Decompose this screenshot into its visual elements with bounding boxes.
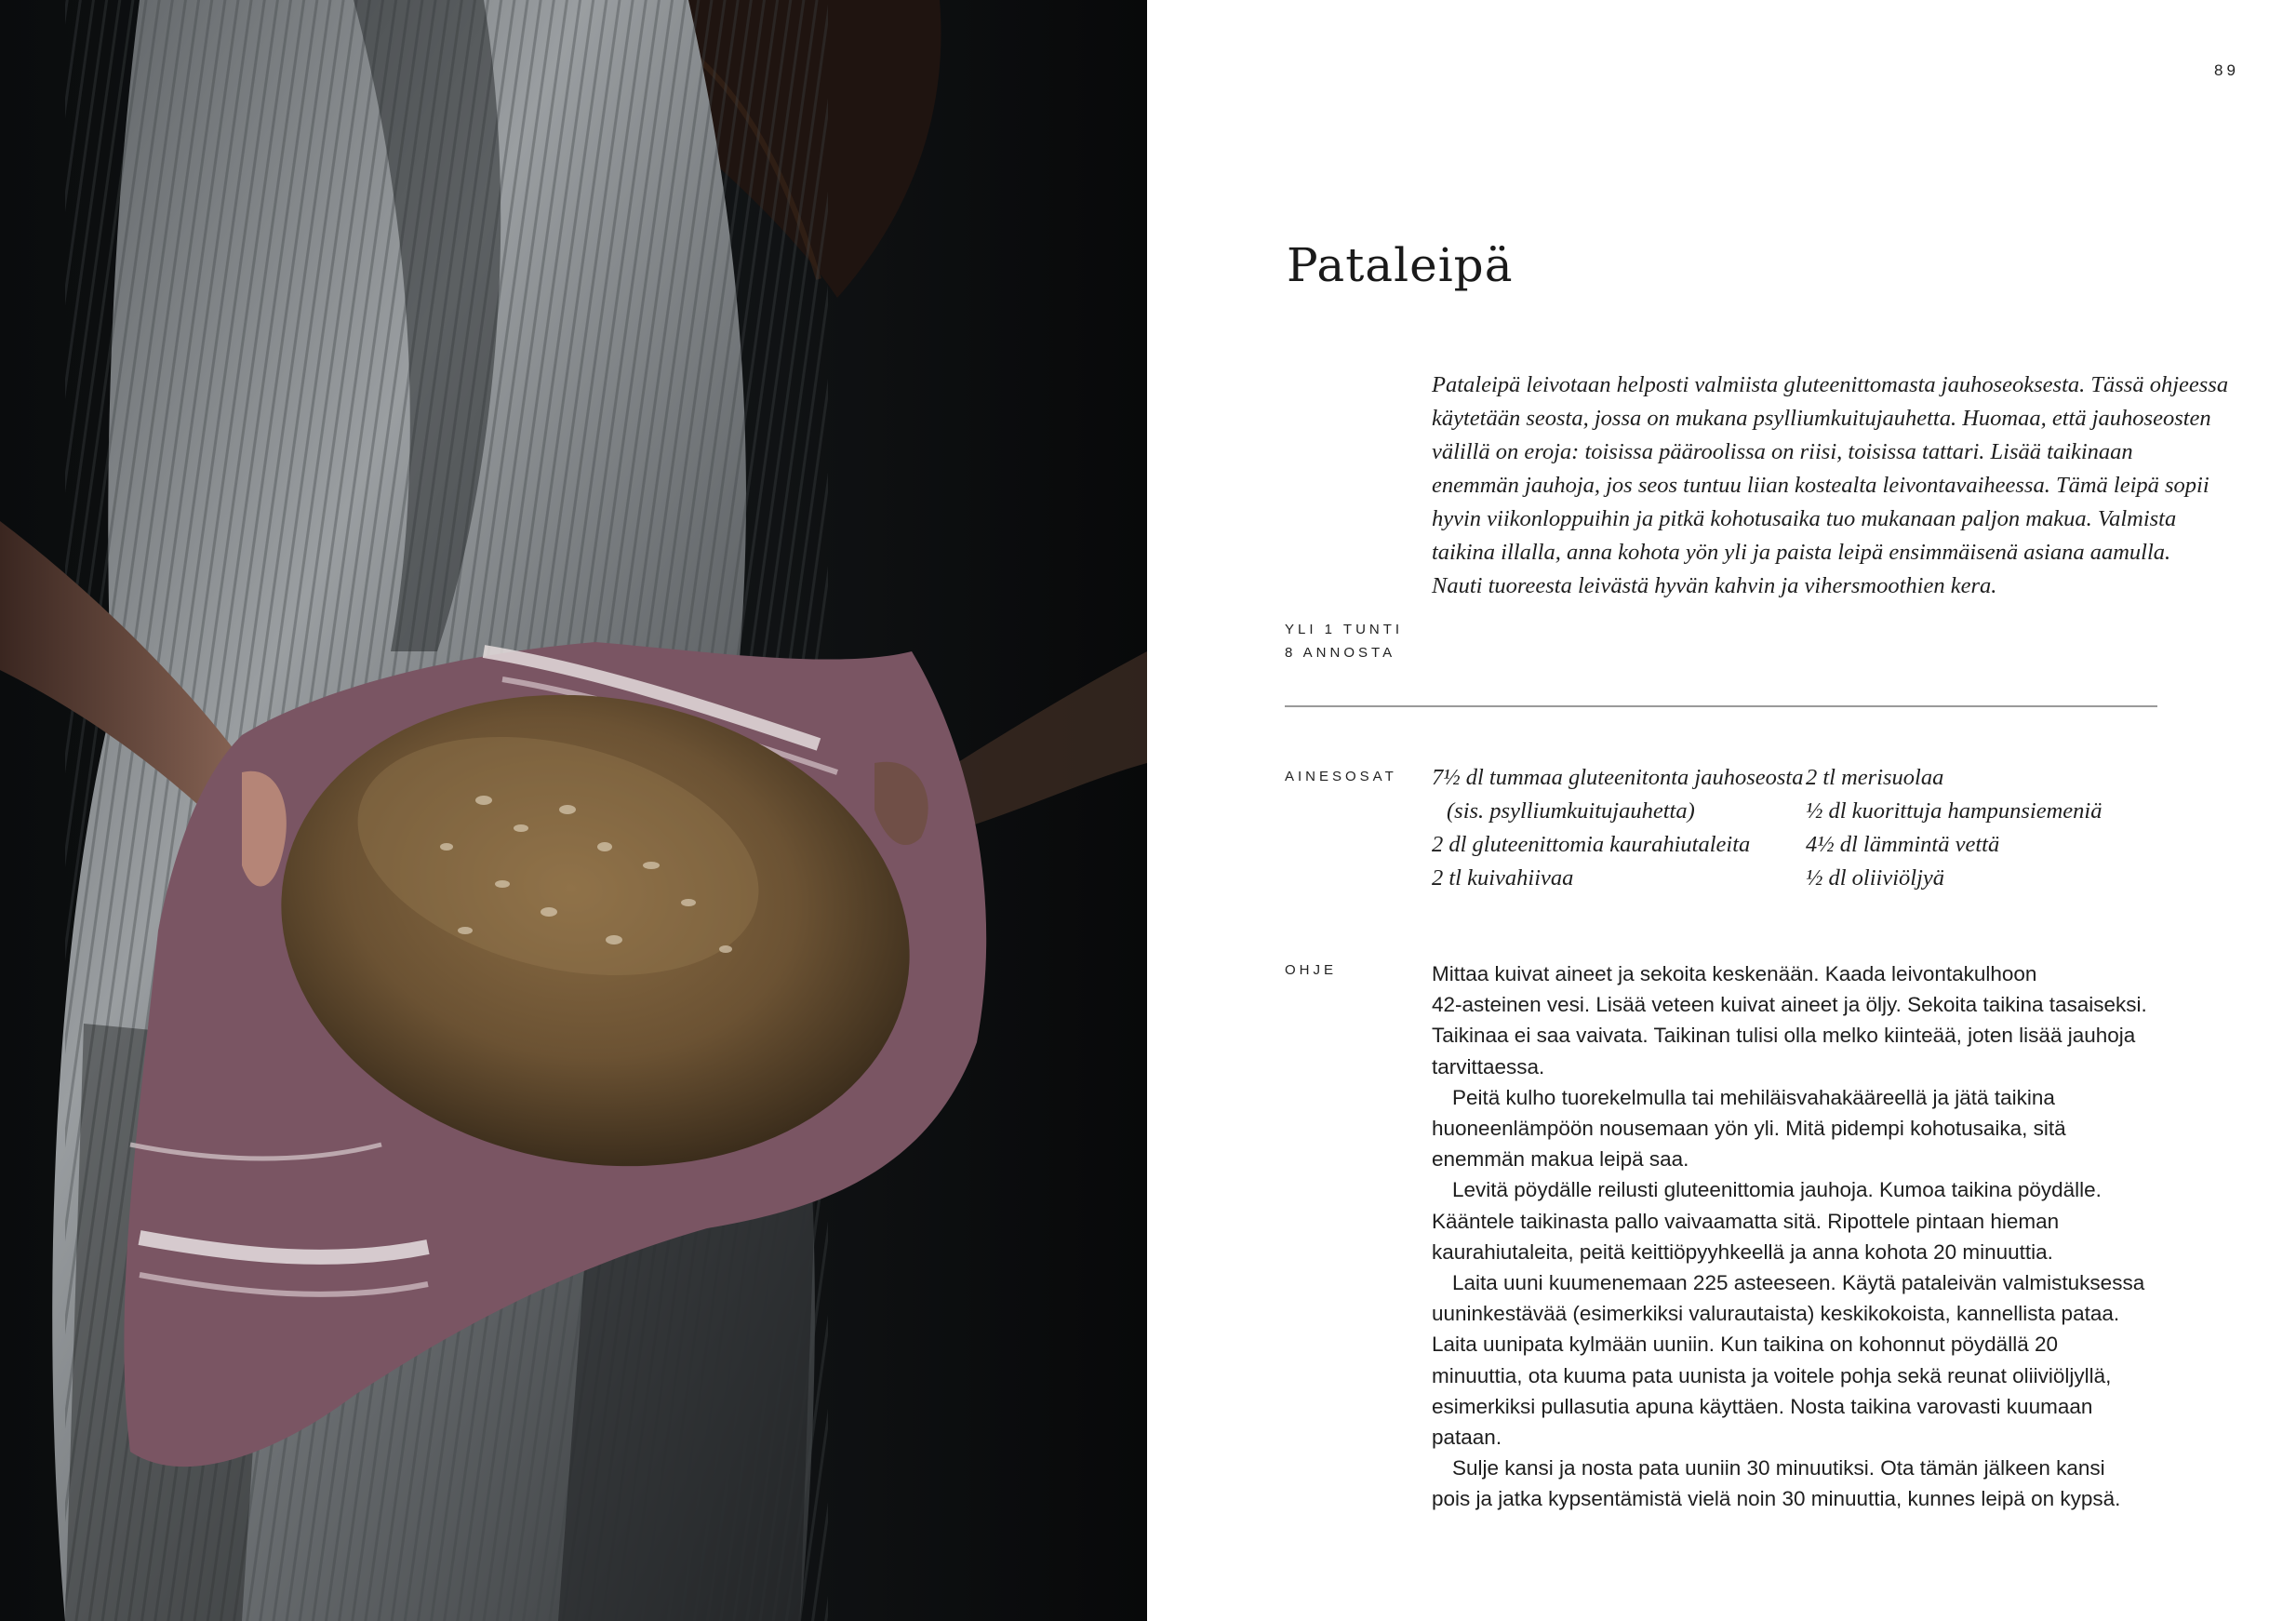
method-line: Kääntele taikinasta pallo vaivaamatta sitä. Ripottele pintaan hieman — [1432, 1209, 2060, 1233]
servings: 8 ANNOSTA — [1285, 645, 1396, 661]
prep-time: YLI 1 TUNTI — [1285, 622, 1404, 637]
ingredient-item: (sis. psylliumkuitujauhetta) — [1447, 798, 1695, 824]
ingredient-item: ½ dl oliiviöljyä — [1806, 865, 1945, 891]
bread-photo — [0, 0, 1147, 1621]
ingredient-item: 4½ dl lämmintä vettä — [1806, 832, 2000, 857]
method-text — [1432, 958, 2176, 1515]
method-line: Laita uunipata kylmään uuniin. Kun taikina on kohonnut pöydällä 20 — [1432, 1333, 2058, 1357]
ingredient-item: 7½ dl tummaa gluteenitonta jauhoseosta — [1432, 765, 1804, 790]
method-line: Laita uuni kuumenemaan 225 asteeseen. Käytä pataleivän valmistuksessa — [1452, 1271, 2145, 1295]
method-line: pataan. — [1432, 1426, 1502, 1450]
ingredient-item: 2 tl merisuolaa — [1806, 765, 1944, 790]
bread-photo-illustration — [0, 0, 1147, 1621]
method-line: pois ja jatka kypsentämistä vielä noin 30 minuuttia, kunnes leipä on kypsä. — [1432, 1487, 2121, 1511]
ingredient-item: 2 dl gluteenittomia kaurahiutaleita — [1432, 832, 1751, 857]
method-line: Levitä pöydälle reilusti gluteenittomia jauhoja. Kumoa taikina pöydälle. — [1452, 1178, 2102, 1202]
method-line: esimerkiksi pullasutia apuna käyttäen. Nosta taikina varovasti kuumaan — [1432, 1394, 2093, 1418]
method-line: kaurahiutaleita, peitä keittiöpyyhkeellä ja anna kohota 20 minuuttia. — [1432, 1239, 2053, 1264]
method-line: Mittaa kuivat aineet ja sekoita keskenään. Kaada leivontakulhoon — [1432, 962, 2037, 985]
method-line: minuuttia, ota kuuma pata uunista ja voitele pohja sekä reunat oliiviöljyllä, — [1432, 1363, 2112, 1387]
intro-line: käytetään seosta, jossa on mukana psylliumkuitujauhetta. Huomaa, että jauhoseosten — [1432, 406, 2211, 431]
page-number: 89 — [2214, 61, 2239, 79]
method-line: enemmän makua leipä saa. — [1432, 1147, 1689, 1172]
intro-line: Nauti tuoreesta leivästä hyvän kahvin ja vihersmoothien kera. — [1432, 573, 1997, 598]
intro-line: välillä on eroja: toisissa pääroolissa on riisi, toisissa tattari. Lisää taikinaan — [1432, 439, 2133, 464]
section-divider — [1285, 705, 2157, 707]
ingredients-column-2 — [1806, 761, 2102, 895]
method-line: uuninkestävää (esimerkiksi valurautaista) keskikokoista, kannellista pataa. — [1432, 1302, 2120, 1326]
intro-line: taikina illalla, anna kohota yön yli ja paista leipä ensimmäisenä asiana aamulla. — [1432, 540, 2171, 565]
intro-line: enemmän jauhoja, jos seos tuntuu liian kostealta leivontavaiheessa. Tämä leipä sopii — [1432, 473, 2209, 498]
recipe-intro — [1432, 368, 2229, 603]
recipe-title: Pataleipä — [1287, 238, 1514, 292]
ingredient-item: ½ dl kuorittuja hampunsiemeniä — [1806, 798, 2102, 824]
ingredient-item: 2 tl kuivahiivaa — [1432, 865, 1574, 891]
method-line: tarvittaessa. — [1432, 1054, 1545, 1078]
method-line: 42-asteinen vesi. Lisää veteen kuivat aineet ja öljy. Sekoita taikina tasaiseksi. — [1432, 993, 2147, 1017]
ingredients-column-1 — [1432, 761, 1803, 895]
method-line: huoneenlämpöön nousemaan yön yli. Mitä pidempi kohotusaika, sitä — [1432, 1117, 2066, 1141]
recipe-meta — [1285, 618, 1403, 664]
intro-line: hyvin viikonloppuihin ja pitkä kohotusaika tuo mukanaan paljon makua. Valmista — [1432, 506, 2177, 531]
method-line: Taikinaa ei saa vaivata. Taikinan tulisi olla melko kiinteää, joten lisää jauhoja — [1432, 1024, 2136, 1048]
ingredients-label: AINESOSAT — [1285, 769, 1397, 784]
method-line: Peitä kulho tuorekelmulla tai mehiläisvahakääreellä ja jätä taikina — [1452, 1085, 2055, 1109]
intro-line: Pataleipä leivotaan helposti valmiista gluteenittomasta jauhoseoksesta. Tässä ohjeessa — [1432, 372, 2229, 397]
method-label: OHJE — [1285, 962, 1338, 978]
method-line: Sulje kansi ja nosta pata uuniin 30 minuutiksi. Ota tämän jälkeen kansi — [1452, 1456, 2105, 1480]
